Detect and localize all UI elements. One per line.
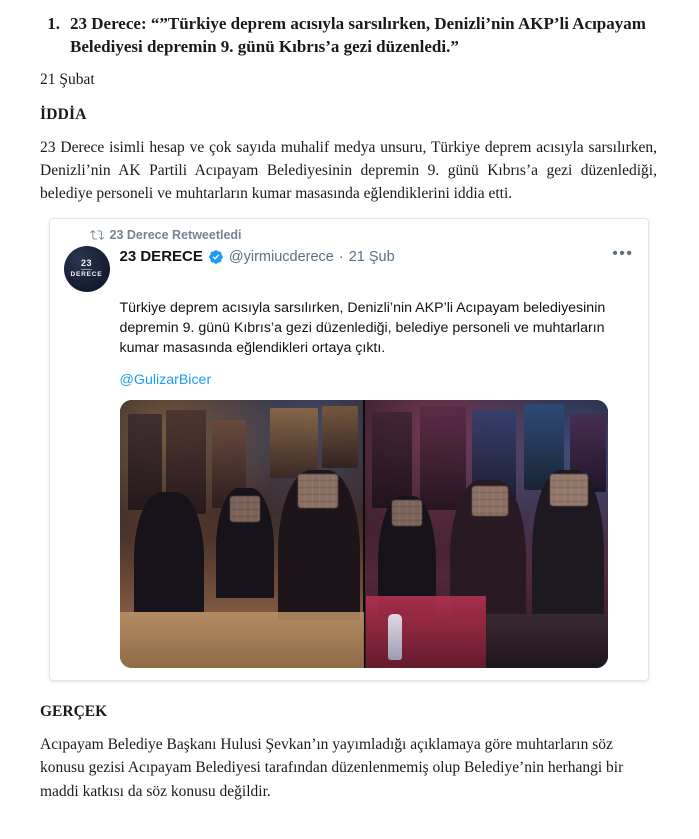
slot-machine <box>322 406 358 468</box>
fact-paragraph: Acıpayam Belediye Başkanı Hulusi Şevkan’ın yayımladığı açıklamaya göre muhtarların söz konusu gezisi Acıpayam Belediyesi tarafından düzenlenmemiş olup Belediye’nin herhangi bir maddi katkısı da söz konusu değildir. <box>40 736 624 800</box>
retweet-indicator <box>90 229 634 242</box>
blurred-face <box>550 474 588 506</box>
gaming-console <box>366 596 486 668</box>
tweet-photo[interactable] <box>120 400 608 668</box>
claim-label: İDDİA <box>40 105 87 123</box>
article-headline <box>40 12 657 59</box>
headline-number: 1. <box>47 14 60 33</box>
slot-machine <box>420 406 466 510</box>
author-handle[interactable]: @yirmiucderece <box>228 248 334 265</box>
tweet-author-row <box>120 246 634 268</box>
avatar-line-1: 23 <box>80 257 92 268</box>
blurred-face <box>230 496 260 522</box>
headline-text: 23 Derece: “”Türkiye deprem acısıyla sarsılırken, Denizli’nin AKP’li Acıpayam Belediyesi depremin 9. günü Kıbrıs’a gezi düzenledi.” <box>70 14 646 57</box>
table-surface <box>120 612 364 668</box>
slot-machine <box>372 412 412 508</box>
tweet-timestamp[interactable]: 21 Şub <box>348 248 395 265</box>
verified-badge-icon <box>208 249 224 265</box>
claim-paragraph: 23 Derece isimli hesap ve çok sayıda muhalif medya unsuru, Türkiye deprem acısıyla sarsılırken, Denizli’nin AK Partili Acıpayam Belediyesinin depremin 9. günü Kıbrıs’a gezi düzenlediği, belediye personeli ve muhtarların kumar masasında eğlendiklerini iddia etti. <box>40 138 657 202</box>
blurred-face <box>472 486 508 516</box>
avatar-line-2: DERECE <box>70 270 103 278</box>
person-silhouette <box>134 492 204 612</box>
blurred-face <box>392 500 422 526</box>
author-display-name[interactable]: 23 DERECE <box>119 248 203 266</box>
tweet-text: Türkiye deprem acısıyla sarsılırken, Denizli’nin AKP’li Acıpayam belediyesinin depremin 9. günü Kıbrıs’a gezi düzenlediği, belediye personeli ve muhtarların kumar masasında eğlendikleri ortaya çıktı. <box>119 299 606 357</box>
seat-back <box>486 614 608 668</box>
fact-label: GERÇEK <box>40 703 108 721</box>
avatar[interactable] <box>64 246 110 292</box>
article-date: 21 Şubat <box>40 70 95 88</box>
tweet-header <box>64 246 634 292</box>
slot-machine <box>270 408 318 478</box>
blurred-face <box>298 474 338 508</box>
retweet-icon <box>90 229 104 242</box>
tweet-card[interactable] <box>49 218 649 681</box>
separator-dot: · <box>338 248 344 265</box>
more-options-icon[interactable]: ••• <box>612 244 634 262</box>
retweet-label: 23 Derece Retweetledi <box>109 228 242 242</box>
tweet-mention-link[interactable]: @GulizarBicer <box>119 372 212 389</box>
water-bottle <box>388 614 402 660</box>
embedded-tweet <box>40 218 657 681</box>
